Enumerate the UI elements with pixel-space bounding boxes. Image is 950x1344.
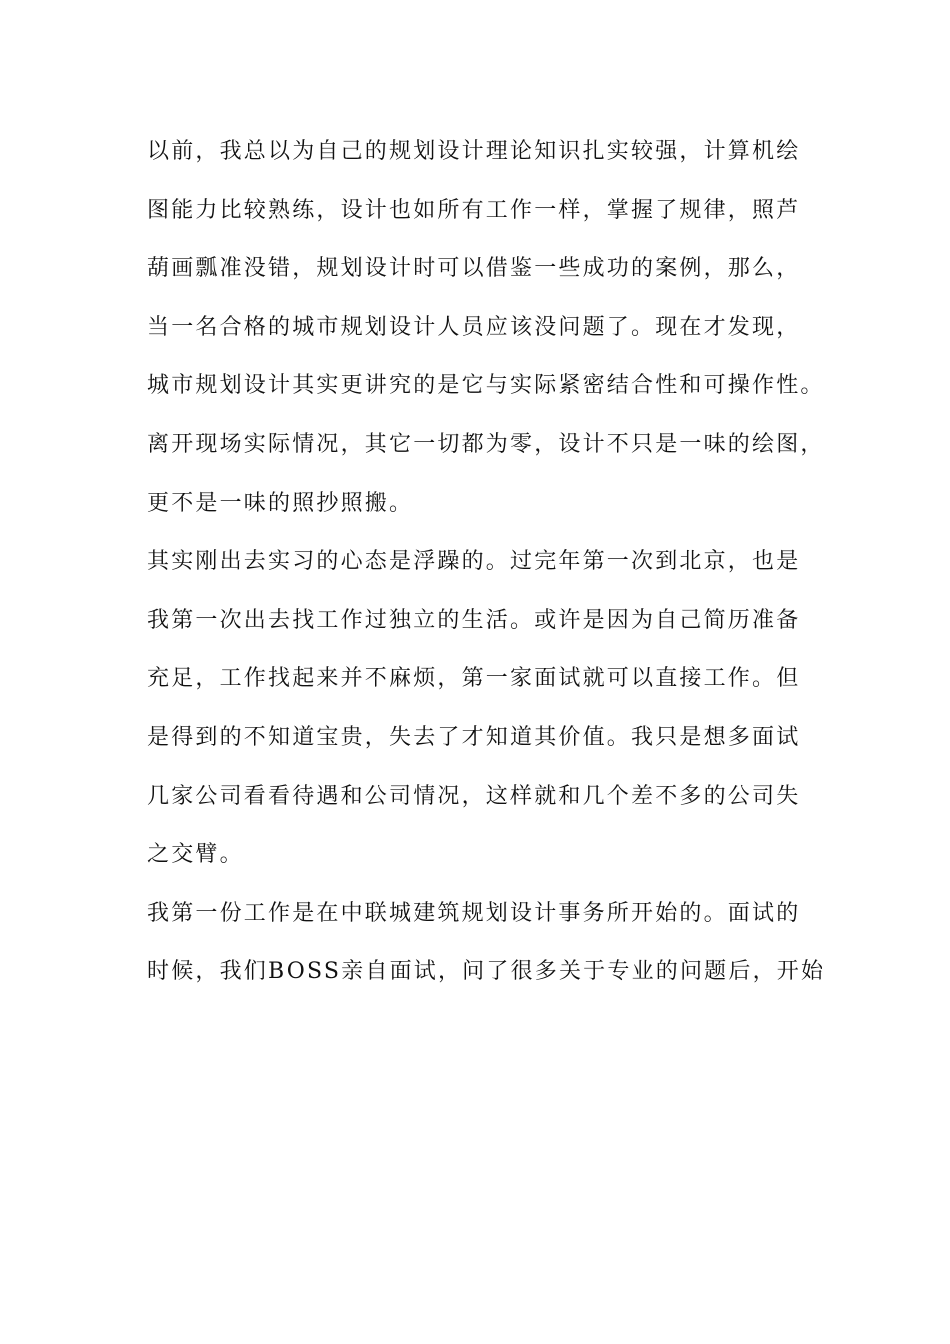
- text-line: 图能力比较熟练，设计也如所有工作一样，掌握了规律，照芦: [147, 197, 801, 223]
- text-line: 葫画瓢准没错，规划设计时可以借鉴一些成功的案例，那么，: [147, 256, 801, 282]
- text-line: 城市规划设计其实更讲究的是它与实际紧密结合性和可操作性。: [147, 373, 825, 399]
- text-line: 几家公司看看待遇和公司情况，这样就和几个差不多的公司失: [147, 783, 801, 809]
- body-text: [147, 132, 827, 1011]
- text-line: 之交臂。: [147, 842, 244, 868]
- text-line: 充足，工作找起来并不麻烦，第一家面试就可以直接工作。但: [147, 666, 801, 692]
- text-line: 离开现场实际情况，其它一切都为零，设计不只是一味的绘图，: [147, 431, 825, 457]
- paragraph-1: [147, 132, 827, 542]
- paragraph-3: [147, 894, 827, 1011]
- text-line: 更不是一味的照抄照搬。: [147, 490, 414, 516]
- text-line: 以前，我总以为自己的规划设计理论知识扎实较强，计算机绘: [147, 139, 801, 164]
- text-line: 时候，我们BOSS亲自面试，问了很多关于专业的问题后，开始: [147, 959, 826, 985]
- text-line: 我第一份工作是在中联城建筑规划设计事务所开始的。面试的: [147, 900, 801, 926]
- text-line: 是得到的不知道宝贵，失去了才知道其价值。我只是想多面试: [147, 724, 801, 750]
- text-line: 当一名合格的城市规划设计人员应该没问题了。现在才发现，: [147, 314, 801, 340]
- paragraph-2: [147, 542, 827, 894]
- text-line: 其实刚出去实习的心态是浮躁的。过完年第一次到北京，也是: [147, 549, 801, 575]
- text-line: 我第一次出去找工作过独立的生活。或许是因为自己简历准备: [147, 607, 801, 633]
